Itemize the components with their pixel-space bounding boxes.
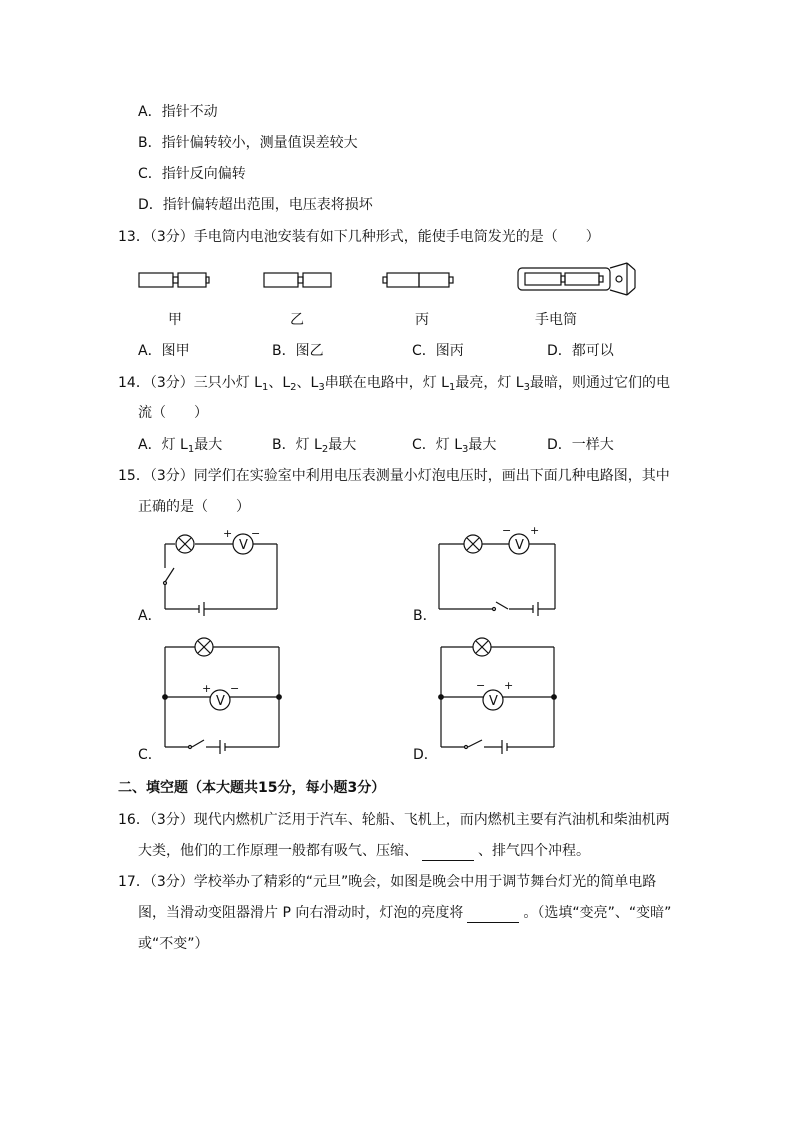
q15-label-b: B． [413,608,437,624]
q15-stem-line1: 15．（3分）同学们在实验室中利用电压表测量小灯泡电压时，画出下面几种电路图，其中 [118,468,670,484]
q13-option-d: D．都可以 [547,343,614,359]
svg-text:−: − [502,524,512,537]
q16-answer-blank [422,846,474,861]
q14-option-a: A．灯 $L_1$最大 [138,437,223,455]
q12-option-c: C．指针反向偏转 [138,166,246,182]
svg-text:V: V [515,538,524,553]
section-2-heading: 二、填空题（本大题共15分，每小题3分） [118,780,386,796]
battery-figure-yi [263,270,335,292]
q17-line2: 图，当滑动变阻器滑片 P 向右滑动时，灯泡的亮度将 。（选填“变亮”、“变暗” [138,905,672,921]
battery-figure-jia [138,270,210,292]
q12-option-d: D．指针偏转超出范围，电压表将损坏 [138,197,373,213]
q12-option-b: B．指针偏转较小，测量值误差较大 [138,135,358,151]
voltmeter-symbol: V [239,538,248,553]
q17-line3: 或“不变”） [138,936,209,952]
circuit-diagram-d [438,634,560,754]
svg-text:−: − [251,527,261,540]
q15-label-a: A． [138,608,162,624]
circuit-diagram-b [436,526,560,614]
q14-option-c: C．灯 $L_3$最大 [412,437,497,455]
q14-stem-line2: 流（ ） [138,405,208,421]
q17-line1: 17．（3分）学校举办了精彩的“元旦”晚会，如图是晚会中用于调节舞台灯光的简单电路 [118,874,657,890]
q13-option-a: A．图甲 [138,343,190,359]
svg-text:V: V [489,694,498,709]
svg-text:+: + [223,527,233,540]
svg-text:−: − [476,679,486,692]
circuit-diagram-c [162,634,284,754]
flashlight-figure [517,262,641,296]
svg-text:+: + [202,682,212,695]
q13-option-b: B．图乙 [272,343,324,359]
q13-caption-yi: 乙 [290,312,304,328]
q15-stem-line2: 正确的是（ ） [138,499,250,515]
q15-label-d: D． [413,747,438,763]
q13-caption-bing: 丙 [415,312,429,328]
q14-option-d: D．一样大 [547,437,614,453]
q16-line1: 16．（3分）现代内燃机广泛用于汽车、轮船、飞机上，而内燃机主要有汽油机和柴油机两 [118,812,670,828]
svg-text:+: + [504,679,514,692]
q14-option-b: B．灯 $L_2$最大 [272,437,357,455]
q13-option-c: C．图丙 [412,343,464,359]
q15-label-c: C． [138,747,162,763]
circuit-diagram-a [160,526,282,614]
q14-stem-line1: 14．（3分）三只小灯 $L_1$、$L_2$、$L_3$串联在电路中，灯 $L_1$最亮，灯 $L_3$最暗，则通过它们的电 [118,375,670,393]
svg-text:+: + [530,524,540,537]
svg-text:−: − [230,682,240,695]
q13-caption-jia: 甲 [168,312,182,328]
battery-figure-bing [382,270,458,292]
q16-line2: 大类，他们的工作原理一般都有吸气、压缩、 、排气四个冲程。 [138,843,590,859]
q17-answer-blank [467,908,519,923]
q13-caption-flashlight: 手电筒 [535,312,577,328]
q13-stem: 13．（3分）手电筒内电池安装有如下几种形式，能使手电筒发光的是（ ） [118,229,600,245]
svg-text:V: V [216,694,225,709]
q12-option-a: A．指针不动 [138,104,218,120]
